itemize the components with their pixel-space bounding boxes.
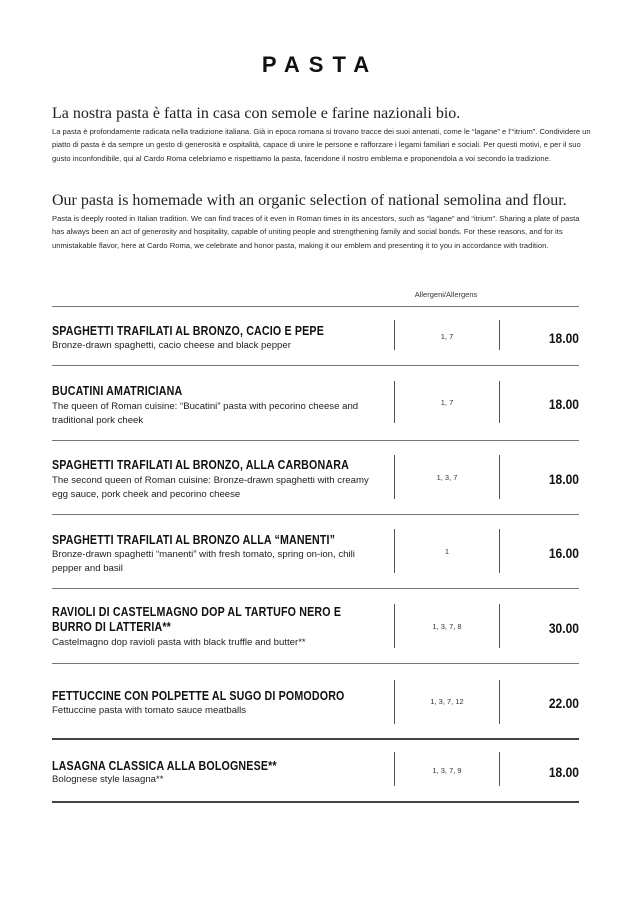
allergen-column-header: Allergeni/Allergens: [414, 290, 478, 299]
menu-item-allergens: 1, 3, 7, 9: [432, 766, 462, 775]
menu-item: [52, 306, 579, 365]
column-divider: [499, 604, 500, 648]
menu-item-allergens: 1: [444, 547, 450, 556]
menu-item-allergens: 1, 3, 7, 12: [430, 697, 464, 706]
menu-item-allergens: 1, 3, 7: [436, 473, 458, 482]
menu-item-description: The second queen of Roman cuisine: Bronze-drawn spaghetti with creamy egg sauce, pork cheek and pecorino cheese: [52, 475, 369, 500]
menu-item-price: 18.00: [548, 764, 579, 780]
menu-bottom-divider: [52, 801, 579, 803]
menu-item-price: 18.00: [548, 396, 579, 412]
menu-item-name: SPAGHETTI TRAFILATI AL BRONZO, ALLA CARBONARA: [52, 457, 349, 472]
menu-item-name: RAVIOLI DI CASTELMAGNO DOP AL TARTUFO NERO E BURRO DI LATTERIA**: [52, 604, 342, 634]
menu-item-price: 30.00: [548, 620, 579, 636]
menu-item-description: Castelmagno dop ravioli pasta with black truffle and butter**: [52, 637, 306, 648]
menu-item-name: SPAGHETTI TRAFILATI AL BRONZO ALLA “MANENTI”: [52, 532, 336, 547]
column-divider: [499, 680, 500, 724]
column-divider: [499, 320, 500, 350]
menu-item: [52, 365, 579, 440]
menu-item-description: The queen of Roman cuisine: “Bucatini” pasta with pecorino cheese and traditional pork cheek: [52, 401, 359, 426]
menu-item-allergens: 1, 3, 7, 8: [432, 622, 462, 631]
menu-item-price: 22.00: [548, 695, 579, 711]
menu-item: [52, 514, 579, 588]
page-title: PASTA: [261, 52, 379, 77]
intro-english-body: Pasta is deeply rooted in Italian tradition. We can find traces of it even in Roman times in its ancestors, such as “lagane” and “itrium”. Sharing a plate of pasta has always been an act of generosity and hospitality, capable of uniting people and strengthening family and social bonds. For these reasons, and for its unmistakable flavor, here at Cardo Roma, we celebrate and honor pasta, making it our emblem and presenting it to you in accordance with tradition.: [52, 214, 580, 250]
menu-item-name: FETTUCCINE CON POLPETTE AL SUGO DI POMODORO: [52, 688, 345, 703]
intro-italian-heading: La nostra pasta è fatta in casa con semole e farine nazionali bio.: [52, 105, 461, 122]
menu-item-price: 18.00: [548, 471, 579, 487]
intro-italian: [52, 104, 592, 165]
column-divider: [499, 529, 500, 573]
menu-item-description: Bronze-drawn spaghetti “manenti” with fresh tomato, spring on-ion, chili pepper and basil: [52, 549, 355, 574]
menu-item-price: 18.00: [548, 330, 579, 346]
intro-english: [52, 191, 592, 252]
menu-item: [52, 740, 579, 802]
menu-item: [52, 440, 579, 514]
menu-item-name: BUCATINI AMATRICIANA: [52, 383, 183, 398]
menu-item-description: Fettuccine pasta with tomato sauce meatballs: [52, 705, 247, 716]
column-divider: [499, 381, 500, 423]
menu-item: [52, 588, 579, 663]
menu-item-allergens: 1, 7: [440, 332, 454, 341]
menu-item-name: LASAGNA CLASSICA ALLA BOLOGNESE**: [52, 758, 277, 773]
intro-english-heading: Our pasta is homemade with an organic selection of national semolina and flour.: [52, 192, 567, 209]
intro-italian-body: La pasta è profondamente radicata nella tradizione italiana. Già in epoca romana si trovano tracce dei suoi antenati, come le “lagane” e l’“itrium”. Condividere un piatto di pasta è da sempre un gesto di generosità e ospitalità, capace di unire le persone e rafforzare i legami familiari e sociali. Per questi motivi, e per il suo gusto inconfondibile, qui al Cardo Roma celebriamo e rispettiamo la pasta, facendone il nostro emblema e proponendola a voi secondo la tradizione.: [52, 127, 591, 163]
menu-item-price: 16.00: [548, 545, 579, 561]
menu-item-allergens: 1, 7: [440, 398, 454, 407]
menu-item-description: Bolognese style lasagna**: [52, 774, 164, 785]
menu-item-name: SPAGHETTI TRAFILATI AL BRONZO, CACIO E PEPE: [52, 323, 324, 338]
column-divider: [499, 455, 500, 499]
menu-item: [52, 663, 579, 738]
column-divider: [499, 752, 500, 786]
menu-item-description: Bronze-drawn spaghetti, cacio cheese and black pepper: [52, 340, 291, 351]
